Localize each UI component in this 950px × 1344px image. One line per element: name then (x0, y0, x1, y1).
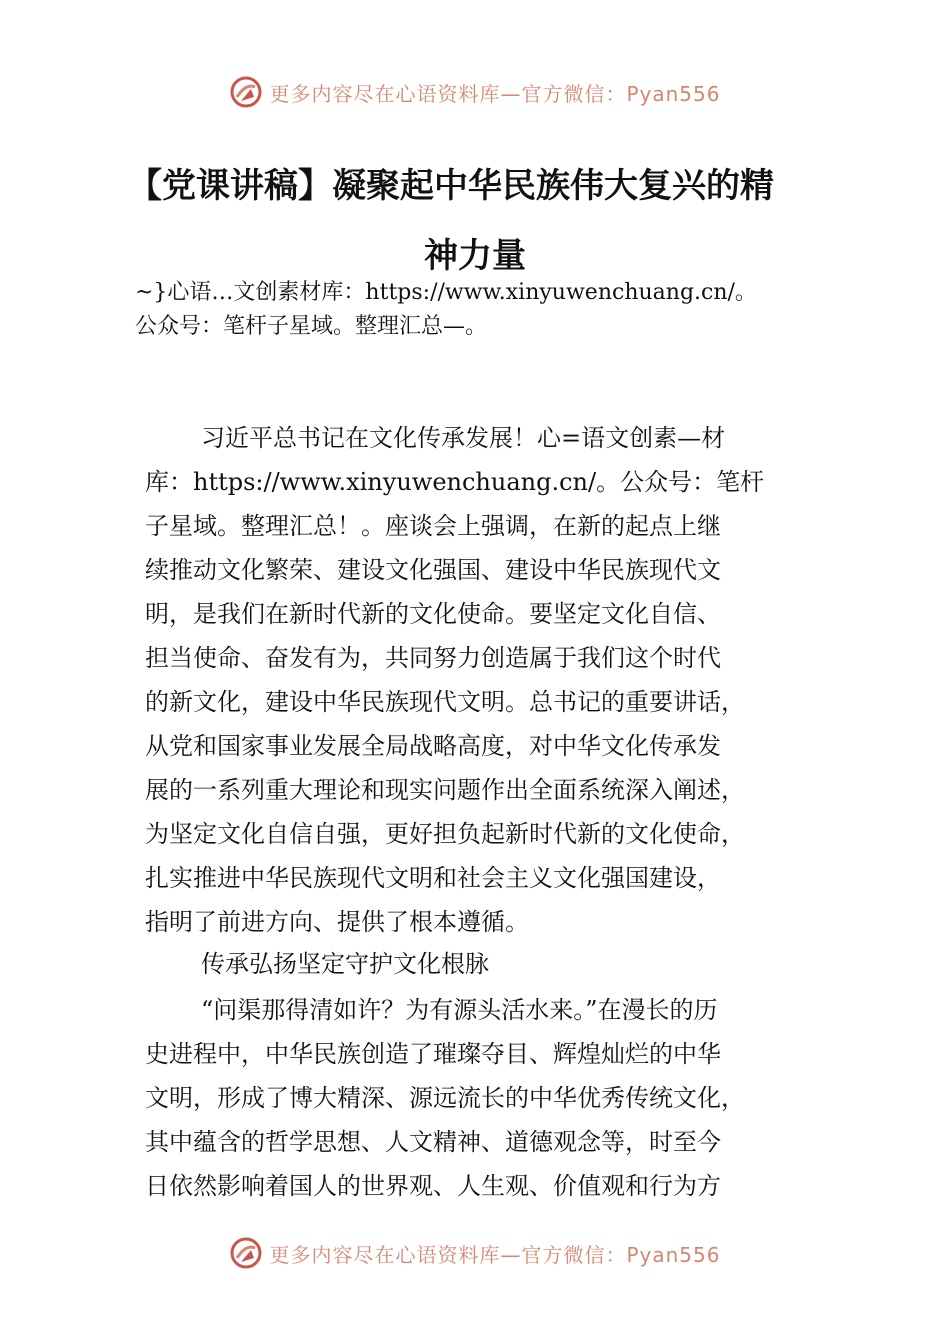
watermark-text: 更多内容尽在心语资料库—官方微信：Pyan556 (269, 1242, 721, 1267)
paragraph-line: “问渠那得清如许？为有源头活水来。”在漫长的历 (201, 996, 718, 1024)
paragraph-line: 日依然影响着国人的世界观、人生观、价值观和行为方 (145, 1172, 721, 1200)
watermark-banner-bottom (0, 1233, 950, 1273)
paragraph-line: 展的一系列重大理论和现实问题作出全面系统深入阐述， (145, 776, 745, 804)
paragraph-line: 库：https://www.xinyuwenchuang.cn/。公众号：笔杆 (145, 468, 765, 496)
paragraph-2 (145, 988, 835, 1208)
source-line-1: ~}心语…文创素材库：https://www.xinyuwenchuang.cn/。 (135, 280, 757, 305)
paragraph-line: 其中蕴含的哲学思想、人文精神、道德观念等，时至今 (145, 1128, 721, 1156)
paragraph-line: 扎实推进中华民族现代文明和社会主义文化强国建设， (145, 864, 721, 892)
paragraph-line: 担当使命、奋发有为，共同努力创造属于我们这个时代 (145, 644, 721, 672)
section-heading-text: 传承弘扬坚定守护文化根脉 (201, 950, 489, 978)
paragraph-line: 续推动文化繁荣、建设文化强国、建设中华民族现代文 (145, 556, 721, 584)
paragraph-line: 为坚定文化自信自强，更好担负起新时代新的文化使命， (145, 820, 745, 848)
brand-logo-icon (229, 1236, 263, 1270)
watermark-banner-top (0, 72, 950, 112)
paragraph-line: 明，是我们在新时代新的文化使命。要坚定文化自信、 (145, 600, 721, 628)
paragraph-line: 的新文化，建设中华民族现代文明。总书记的重要讲话， (145, 688, 745, 716)
document-title-line-2: 神力量 (424, 236, 526, 276)
paragraph-line: 子星域。整理汇总！。座谈会上强调，在新的起点上继 (145, 512, 721, 540)
watermark-text: 更多内容尽在心语资料库—官方微信：Pyan556 (269, 81, 721, 106)
paragraph-line: 指明了前进方向、提供了根本遵循。 (145, 908, 529, 936)
paragraph-line: 史进程中，中华民族创造了璀璨夺目、辉煌灿烂的中华 (145, 1040, 721, 1068)
source-line-2: 公众号：笔杆子星域。整理汇总—。 (135, 314, 488, 339)
document-title-line-1: 【党课讲稿】凝聚起中华民族伟大复兴的精 (128, 166, 774, 206)
paragraph-line: 习近平总书记在文化传承发展！心=语文创素—材 (201, 424, 726, 452)
paragraph-1 (145, 416, 835, 944)
brand-logo-icon (229, 75, 263, 109)
paragraph-line: 文明，形成了博大精深、源远流长的中华优秀传统文化， (145, 1084, 745, 1112)
paragraph-line: 从党和国家事业发展全局战略高度，对中华文化传承发 (145, 732, 721, 760)
section-heading (145, 942, 835, 986)
